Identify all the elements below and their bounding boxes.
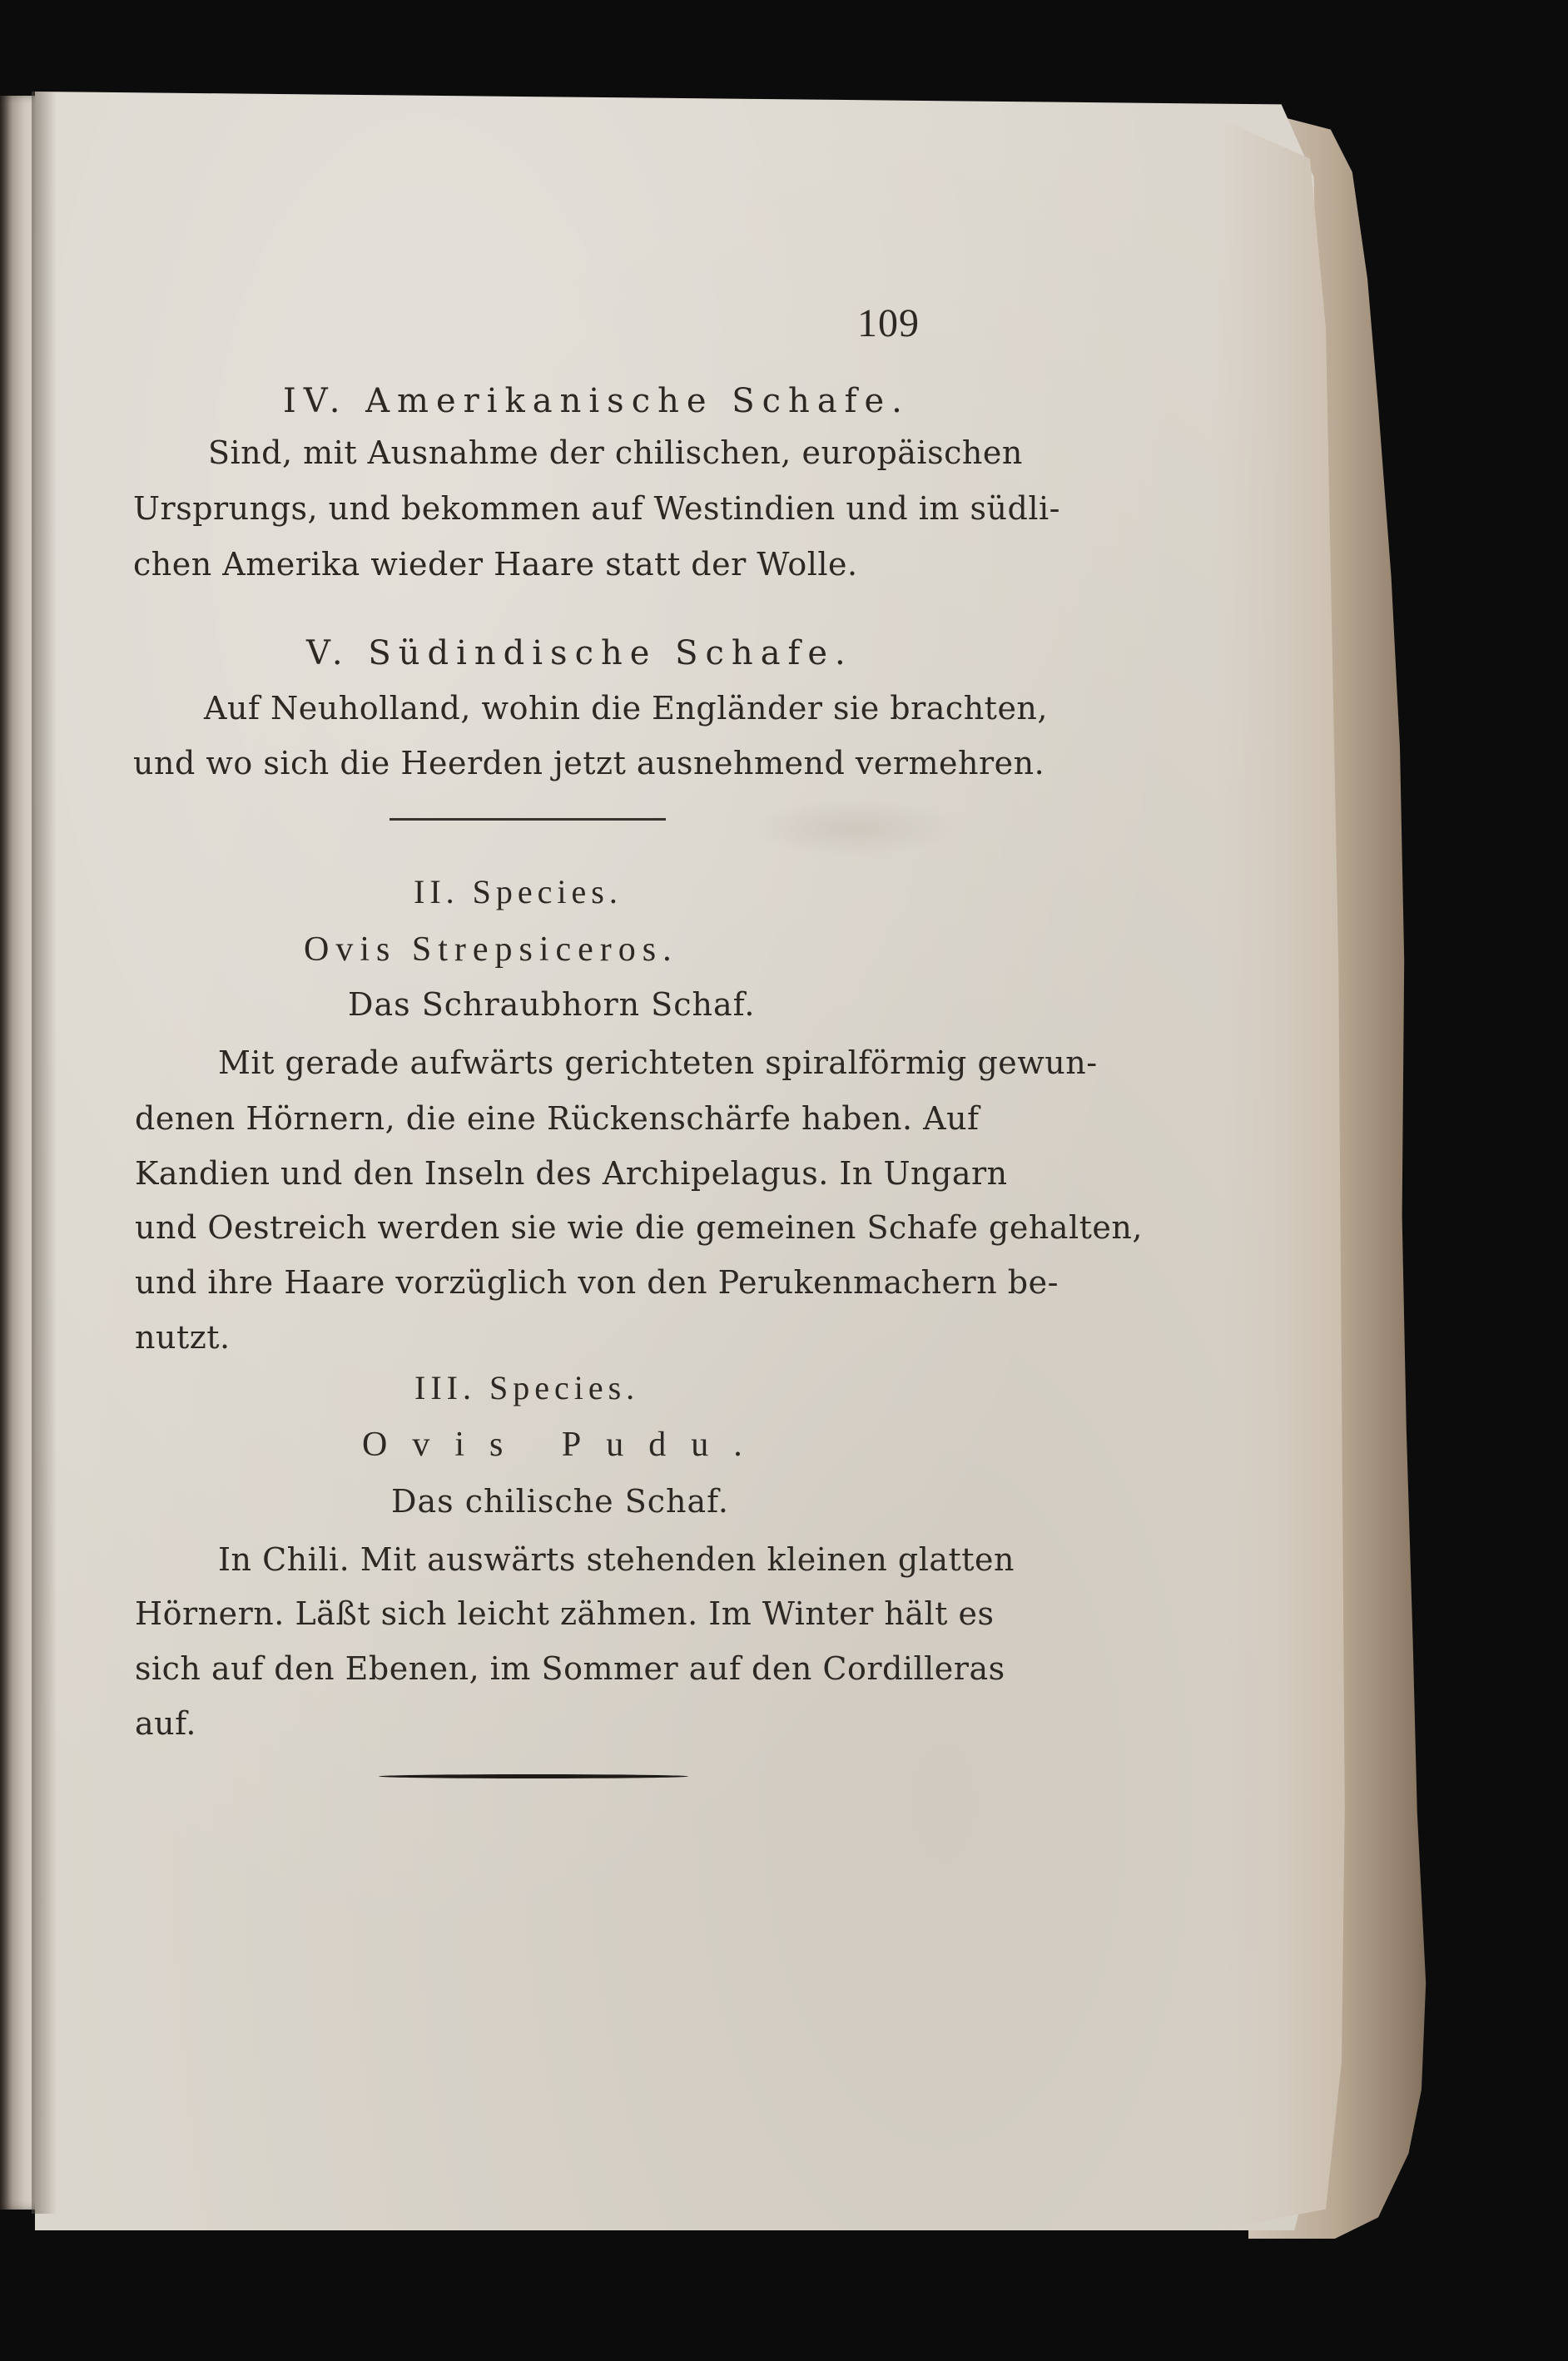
- body-line: chen Amerika wieder Haare statt der Wolle.: [133, 546, 858, 583]
- body-line: Auf Neuholland, wohin die Engländer sie brachten,: [204, 690, 1048, 727]
- body-line: Ursprungs, und bekommen auf Westindien und im südli-: [133, 490, 1060, 527]
- body-line: Kandien und den Inseln des Archipelagus. In Ungarn: [135, 1155, 1008, 1192]
- latin-name: Ovis Pudu.: [362, 1426, 767, 1464]
- body-line: Hörnern. Läßt sich leicht zähmen. Im Winter hält es: [135, 1595, 995, 1632]
- body-line: nutzt.: [135, 1319, 231, 1356]
- body-line: Mit gerade aufwärts gerichteten spiralförmig gewun-: [218, 1044, 1098, 1081]
- species-heading-iii: III. Species.: [414, 1369, 640, 1406]
- section-divider: [390, 818, 666, 821]
- body-line: sich auf den Ebenen, im Sommer auf den Cordilleras: [135, 1650, 1005, 1687]
- end-ornament-rule: [379, 1774, 688, 1778]
- section-heading-v: V. Südindische Schafe.: [306, 634, 853, 672]
- common-name: Das Schraubhorn Schaf.: [348, 986, 756, 1023]
- common-name: Das chilische Schaf.: [391, 1483, 729, 1520]
- left-page-edge: [0, 96, 35, 2210]
- body-line: und wo sich die Heerden jetzt ausnehmend vermehren.: [133, 745, 1045, 781]
- page-number: 109: [857, 301, 920, 345]
- section-heading-iv: IV. Amerikanische Schafe.: [283, 382, 910, 420]
- spine-shadow: [32, 92, 57, 2214]
- species-heading-ii: II. Species.: [414, 873, 623, 910]
- body-line: und ihre Haare vorzüglich von den Perukenmachern be-: [135, 1264, 1059, 1301]
- body-line: In Chili. Mit auswärts stehenden kleinen glatten: [218, 1541, 1015, 1578]
- latin-name: Ovis Strepsiceros.: [304, 930, 678, 969]
- body-line: denen Hörnern, die eine Rückenschärfe haben. Auf: [135, 1100, 980, 1137]
- paper-stain: [749, 799, 957, 857]
- body-line: auf.: [135, 1705, 196, 1742]
- body-line: Sind, mit Ausnahme der chilischen, europäischen: [208, 434, 1023, 471]
- body-line: und Oestreich werden sie wie die gemeinen Schafe gehalten,: [135, 1209, 1143, 1246]
